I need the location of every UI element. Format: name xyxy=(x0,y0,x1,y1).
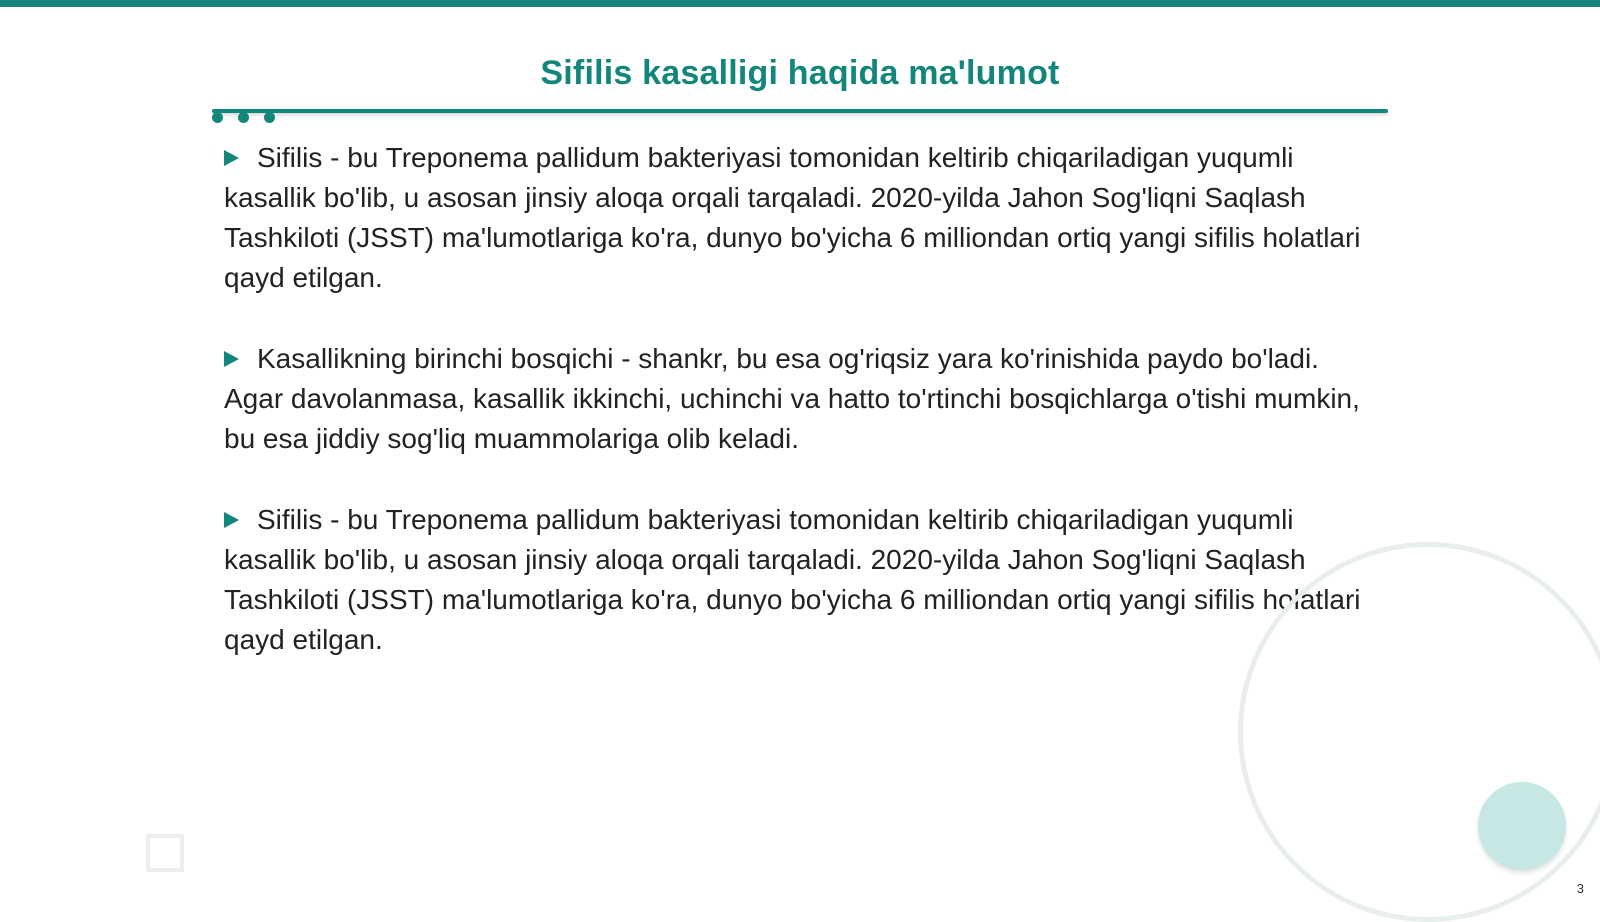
decorative-ring xyxy=(1238,542,1600,922)
bullet-text: Kasallikning birinchi bosqichi - shankr, bu esa og'riqsiz yara ko'rinishida paydo bo'ladi. Agar davolanmasa, kasallik ikkinchi, uchinchi va hatto to'rtinchi bosqichlarga o'tishi mumkin, bu esa jiddiy sog'liq muammolariga olib keladi. xyxy=(224,343,1360,454)
title-dot-icon xyxy=(212,112,223,123)
decorative-square xyxy=(146,834,184,872)
bullet-item xyxy=(224,138,1374,298)
title-dot-icon xyxy=(264,112,275,123)
bullet-list xyxy=(224,138,1374,701)
triangle-right-icon xyxy=(224,150,239,166)
bullet-text: Sifilis - bu Treponema pallidum bakteriyasi tomonidan keltirib chiqariladigan yuqumli kasallik bo'lib, u asosan jinsiy aloqa orqali tarqaladi. 2020-yilda Jahon Sog'liqni Saqlash Tashkiloti (JSST) ma'lumotlariga ko'ra, dunyo bo'yicha 6 milliondan ortiq yangi sifilis holatlari qayd etilgan. xyxy=(224,142,1361,293)
bullet-item xyxy=(224,500,1374,660)
decorative-circle xyxy=(1478,782,1566,870)
page-number: 3 xyxy=(1576,881,1584,896)
title-underline xyxy=(212,109,1388,113)
bullet-item xyxy=(224,339,1374,459)
bullet-text: Sifilis - bu Treponema pallidum bakteriyasi tomonidan keltirib chiqariladigan yuqumli kasallik bo'lib, u asosan jinsiy aloqa orqali tarqaladi. 2020-yilda Jahon Sog'liqni Saqlash Tashkiloti (JSST) ma'lumotlariga ko'ra, dunyo bo'yicha 6 milliondan ortiq yangi sifilis holatlari qayd etilgan. xyxy=(224,504,1361,655)
triangle-right-icon xyxy=(224,512,239,528)
triangle-right-icon xyxy=(224,351,239,367)
top-accent-bar xyxy=(0,0,1600,7)
slide-title: Sifilis kasalligi haqida ma'lumot xyxy=(540,54,1060,92)
title-dot-icon xyxy=(238,112,249,123)
